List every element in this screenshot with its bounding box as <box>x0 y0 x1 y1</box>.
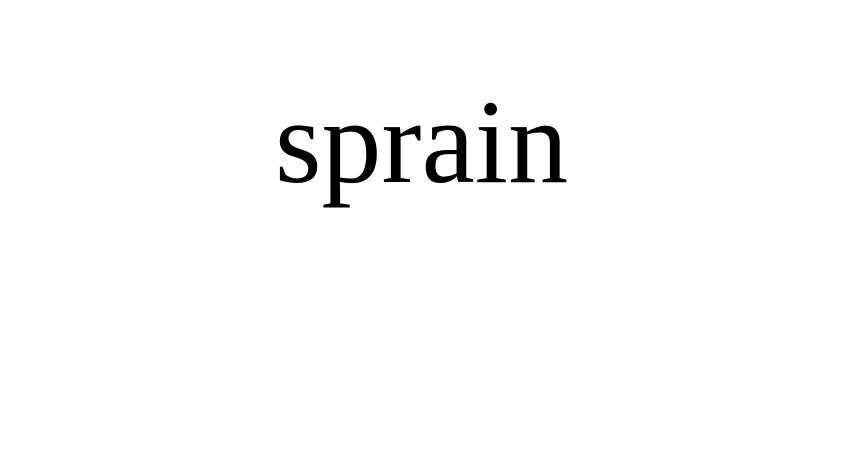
word-text: sprain <box>274 75 569 208</box>
